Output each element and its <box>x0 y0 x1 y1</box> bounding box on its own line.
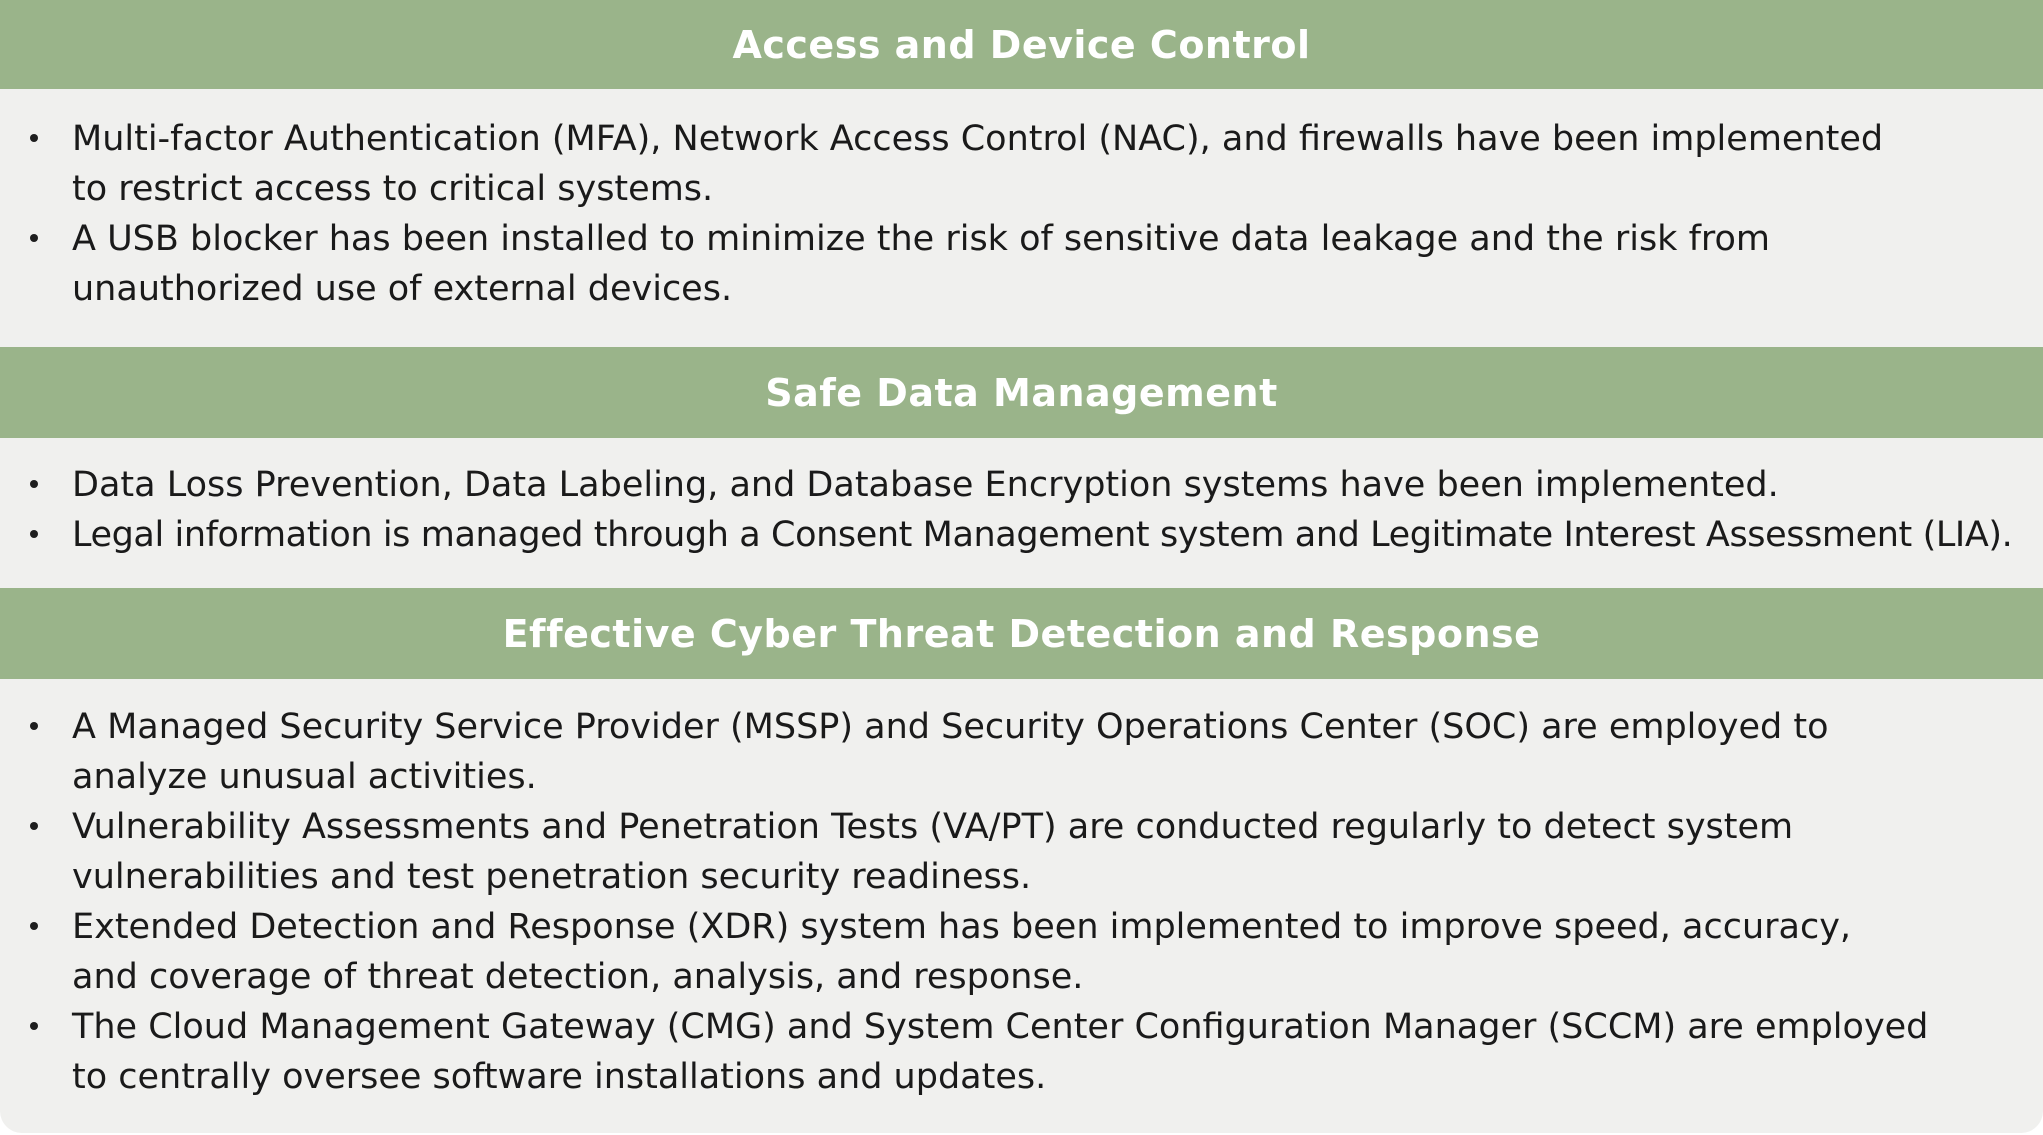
bullet-icon <box>30 134 38 142</box>
bullet-icon <box>30 530 38 538</box>
list-item-text: A Managed Security Service Provider (MSSP) and Security Operations Center (SOC) are employed to analyze unusual activities. <box>72 707 1829 797</box>
bullet-icon <box>30 1022 38 1030</box>
list-item-text: Legal information is managed through a Consent Management system and Legitimate Interest Assessment (LIA). <box>72 515 2013 555</box>
bullet-icon <box>30 722 38 730</box>
bullet-icon <box>30 480 38 488</box>
section-heading-access-device-control: Access and Device Control <box>0 0 2043 89</box>
list-item-text: A USB blocker has been installed to minimize the risk of sensitive data leakage and the risk from unauthorized use of external devices. <box>72 219 1771 309</box>
section-heading-safe-data-management: Safe Data Management <box>0 347 2043 438</box>
bullet-icon <box>30 922 38 930</box>
list-item-text: Multi-factor Authentication (MFA), Network Access Control (NAC), and firewalls have been implemented to restrict access to critical systems. <box>72 119 1884 209</box>
section-heading-cyber-threat-detection: Effective Cyber Threat Detection and Response <box>0 588 2043 679</box>
list-item-text: Extended Detection and Response (XDR) system has been implemented to improve speed, accuracy, and coverage of threat detection, analysis, and response. <box>72 907 1852 997</box>
bullet-icon <box>30 822 38 830</box>
list-item-text: Vulnerability Assessments and Penetration Tests (VA/PT) are conducted regularly to detect system vulnerabilities and test penetration security readiness. <box>72 807 1794 897</box>
list-item-text: Data Loss Prevention, Data Labeling, and Database Encryption systems have been implemented. <box>72 465 1779 505</box>
bullet-icon <box>30 234 38 242</box>
list-item-text: The Cloud Management Gateway (CMG) and System Center Configuration Manager (SCCM) are employed to centrally oversee software installations and updates. <box>72 1007 1929 1097</box>
